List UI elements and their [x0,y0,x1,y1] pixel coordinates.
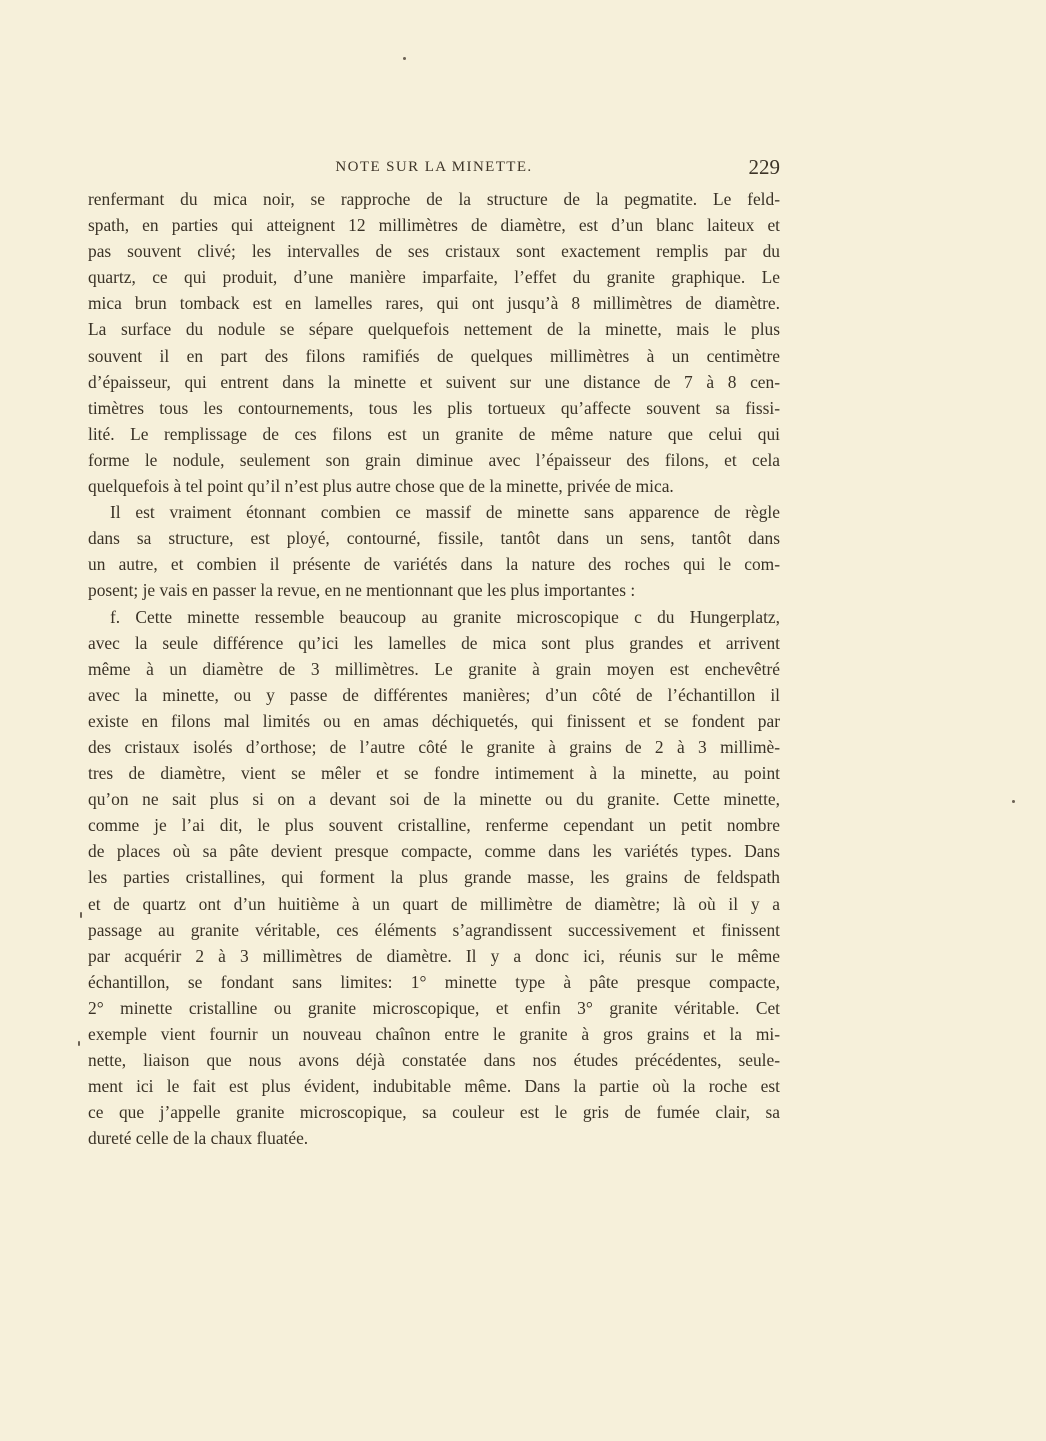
text-line: avec la seule différence qu’ici les lamelles de mica sont plus grandes et arrivent [88,632,780,653]
text-line: de places où sa pâte devient presque compacte, comme dans les variétés types. Dans [88,841,780,862]
text-line: timètres tous les contournements, tous les plis tortueux qu’affecte souvent sa fissi- [88,397,780,418]
text-line: nette, liaison que nous avons déjà constatée dans nos études précédentes, seule- [88,1050,780,1071]
text-line: exemple vient fournir un nouveau chaînon entre le granite à gros grains et la mi- [88,1024,780,1044]
page-number: 229 [748,155,780,179]
body-text [88,186,780,1151]
text-line: pas souvent clivé; les intervalles de ses cristaux sont exactement remplis par du [88,241,780,262]
running-title: NOTE SUR LA MINETTE. [335,159,533,175]
text-line: forme le nodule, seulement son grain diminue avec l’épaisseur des filons, et cela [88,449,780,470]
text-line: par acquérir 2 à 3 millimètres de diamètre. Il y a donc ici, réunis sur le même [88,945,780,966]
text-line: les parties cristallines, qui forment la plus grande masse, les grains de feldspath [88,867,780,888]
text-line: même à un diamètre de 3 millimètres. Le granite à grain moyen est enchevêtré [88,658,780,679]
paper-speck [1012,800,1015,803]
text-line: ce que j’appelle granite microscopique, sa couleur est le gris de fumée clair, sa [88,1102,780,1123]
text-line: d’épaisseur, qui entrent dans la minette et suivent sur une distance de 7 à 8 cen- [88,371,780,392]
text-line: quartz, ce qui produit, d’une manière imparfaite, l’effet du granite graphique. Le [88,267,780,288]
text-line: La surface du nodule se sépare quelquefois nettement de la minette, mais le plus [88,319,780,340]
text-line: tres de diamètre, vient se mêler et se fondre intimement à la minette, au point [88,763,780,784]
text-line: mica brun tomback est en lamelles rares, qui ont jusqu’à 8 millimètres de diamètre. [88,293,780,314]
text-line: 2° minette cristalline ou granite microscopique, et enfin 3° granite véritable. Cet [88,997,780,1018]
text-line: qu’on ne sait plus si on a devant soi de la minette ou du granite. Cette minette, [88,789,780,810]
text-line: f. Cette minette ressemble beaucoup au granite microscopique c du Hungerplatz, [110,606,780,627]
text-line: existe en filons mal limités ou en amas déchiquetés, qui finissent et se fondent par [88,710,780,731]
text-line: échantillon, se fondant sans limites: 1° minette type à pâte presque compacte, [88,971,780,992]
text-line: quelquefois à tel point qu’il n’est plus autre chose que de la minette, privée de mica. [88,476,674,497]
text-line: avec la minette, ou y passe de différentes manières; d’un côté de l’échantillon il [88,684,780,705]
paper-speck [78,1041,80,1046]
text-line: posent; je vais en passer la revue, en ne mentionnant que les plus importantes : [88,580,636,601]
text-line: dans sa structure, est ployé, contourné, fissile, tantôt dans un sens, tantôt dans [88,528,780,549]
text-line: lité. Le remplissage de ces filons est un granite de même nature que celui qui [88,423,780,444]
text-line: renfermant du mica noir, se rapproche de la structure de la pegmatite. Le feld- [88,189,780,209]
paper-speck [403,57,406,60]
text-line: souvent il en part des filons ramifiés de quelques millimètres à un centimètre [88,345,780,366]
text-line: des cristaux isolés d’orthose; de l’autre côté le granite à grains de 2 à 3 millimè- [88,736,780,757]
text-line: comme je l’ai dit, le plus souvent cristalline, renferme cependant un petit nombre [88,815,780,836]
text-line: ment ici le fait est plus évident, indubitable même. Dans la partie où la roche est [88,1076,780,1097]
paper-speck [80,912,82,918]
text-line: spath, en parties qui atteignent 12 millimètres de diamètre, est d’un blanc laiteux et [88,215,780,236]
text-line: passage au granite véritable, ces éléments s’agrandissent successivement et finissent [88,919,780,940]
running-head [88,157,780,183]
text-line: un autre, et combien il présente de variétés dans la nature des roches qui le com- [88,554,780,575]
text-line: et de quartz ont d’un huitième à un quart de millimètre de diamètre; là où il y a [88,893,780,914]
text-line: Il est vraiment étonnant combien ce massif de minette sans apparence de règle [110,502,780,523]
text-line: dureté celle de la chaux fluatée. [88,1128,309,1149]
